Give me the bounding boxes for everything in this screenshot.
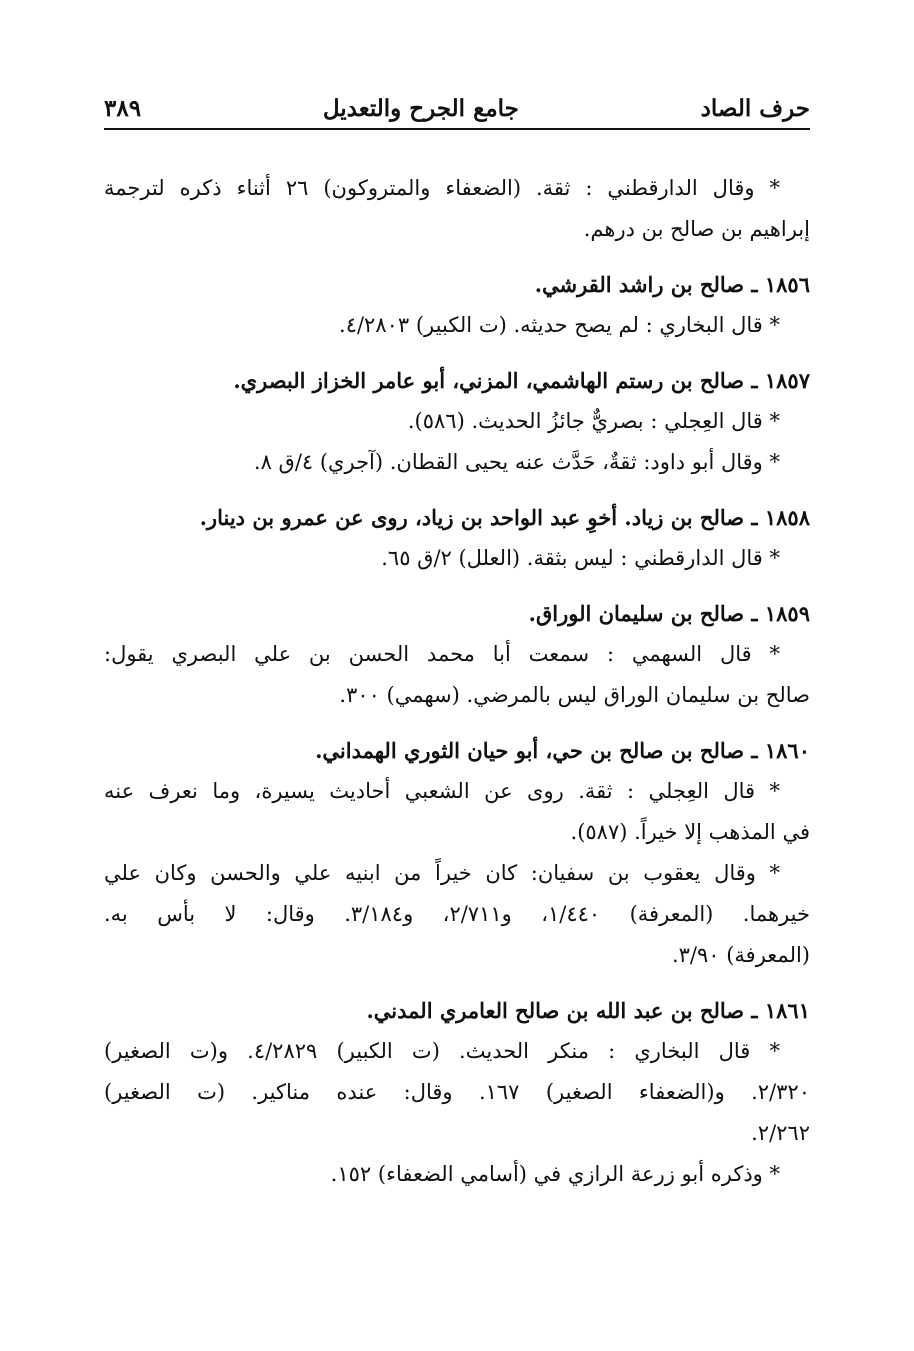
entry-1856 bbox=[104, 264, 810, 346]
entry-heading: ١٨٦٠ ـ صالح بن صالح بن حي، أبو حيان الثوري الهمداني. bbox=[315, 738, 810, 763]
entry-continuation bbox=[104, 168, 810, 250]
text-line: في المذهب إلا خيراً. (٥٨٧). bbox=[570, 820, 810, 844]
text-line: * وذكره أبو زرعة الرازي في (أسامي الضعفاء) ١٥٢. bbox=[330, 1162, 780, 1186]
entry-1861 bbox=[104, 990, 810, 1195]
entry-1859 bbox=[104, 593, 810, 716]
entry-1857 bbox=[104, 360, 810, 483]
text-line: * قال السهمي : سمعت أبا محمد الحسن بن علي البصري يقول: bbox=[104, 642, 780, 666]
page-body bbox=[104, 168, 810, 1195]
text-line: * قال البخاري : منكر الحديث. (ت الكبير) ٤/٢٨٢٩. و(ت الصغير) bbox=[104, 1039, 780, 1063]
text-line: ٢/٣٢٠. و(الضعفاء الصغير) ١٦٧. وقال: عنده مناكير. (ت الصغير) bbox=[104, 1080, 810, 1104]
text-line: (المعرفة) ٣/٩٠. bbox=[671, 943, 810, 967]
book-title: جامع الجرح والتعديل bbox=[322, 95, 519, 122]
text-line: * قال العِجلي : ثقة. روى عن الشعبي أحاديث يسيرة، وما نعرف عنه bbox=[104, 779, 780, 803]
text-line: * وقال يعقوب بن سفيان: كان خيراً من ابنيه علي والحسن وكان علي bbox=[104, 861, 780, 885]
text-line: * قال الدارقطني : ليس بثقة. (العلل) ٢/ق ٦٥. bbox=[381, 546, 780, 570]
text-line: صالح بن سليمان الوراق ليس بالمرضي. (سهمي) ٣٠٠. bbox=[339, 683, 810, 707]
text-line: * وقال أبو داود: ثقةٌ، حَدَّث عنه يحيى القطان. (آجري) ٤/ق ٨. bbox=[253, 450, 780, 474]
text-line: ٢/٢٦٢. bbox=[751, 1121, 810, 1145]
entry-heading: ١٨٦١ ـ صالح بن عبد الله بن صالح العامري المدني. bbox=[366, 998, 810, 1023]
entry-heading: ١٨٥٩ ـ صالح بن سليمان الوراق. bbox=[528, 601, 810, 626]
chapter-title: حرف الصاد bbox=[700, 95, 810, 122]
page-number: ٣٨٩ bbox=[104, 95, 142, 122]
running-header bbox=[104, 78, 810, 130]
entry-heading: ١٨٥٨ ـ صالح بن زياد. أخوِ عبد الواحد بن زياد، روى عن عمرو بن دينار. bbox=[199, 505, 810, 530]
text-line: * وقال الدارقطني : ثقة. (الضعفاء والمتروكون) ٢٦ أثناء ذكره لترجمة bbox=[104, 176, 780, 200]
text-line: * قال العِجلي : بصريٌّ جائزُ الحديث. (٥٨٦). bbox=[407, 409, 780, 433]
entry-heading: ١٨٥٦ ـ صالح بن راشد القرشي. bbox=[534, 272, 810, 297]
text-line: إبراهيم بن صالح بن درهم. bbox=[583, 217, 810, 241]
text-line: * قال البخاري : لم يصح حديثه. (ت الكبير) ٤/٢٨٠٣. bbox=[339, 313, 780, 337]
entry-1858 bbox=[104, 497, 810, 579]
text-line: خيرهما. (المعرفة) ١/٤٤٠، و٢/٧١١، و٣/١٨٤. وقال: لا بأس به. bbox=[104, 902, 810, 926]
entry-heading: ١٨٥٧ ـ صالح بن رستم الهاشمي، المزني، أبو عامر الخزاز البصري. bbox=[233, 368, 810, 393]
entry-1860 bbox=[104, 730, 810, 976]
